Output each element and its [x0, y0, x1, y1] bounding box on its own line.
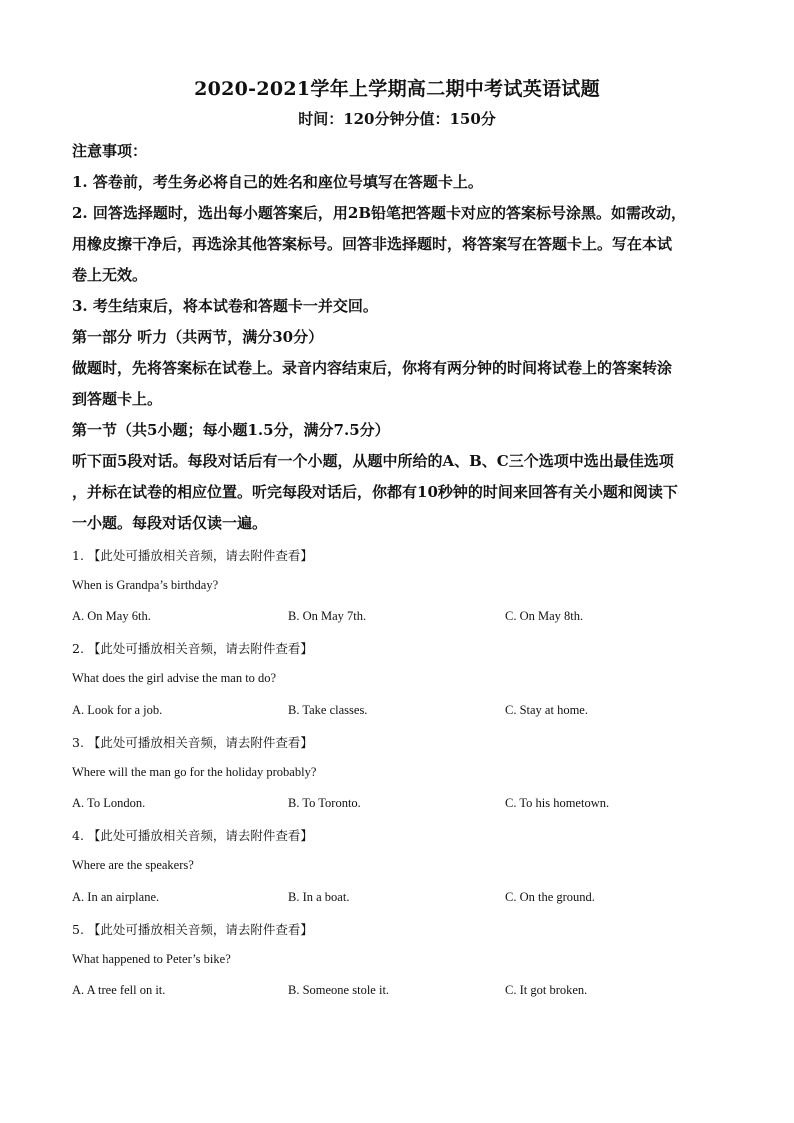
part1-heading: 第一部分 听力（共两节，满分30分） [72, 328, 324, 346]
instructions-block [72, 136, 724, 539]
question-2-option-a[interactable]: A. Look for a job. [72, 703, 163, 717]
exam-time-score: 时间：120分钟分值：150分 [298, 110, 496, 128]
section1-intro-line-2: ，并标在试卷的相应位置。听完每段对话后，你都有10秒钟的时间来回答有关小题和阅读下 [72, 483, 678, 501]
question-3-option-b[interactable]: B. To Toronto. [288, 796, 361, 810]
question-2-audio-note: 2. 【此处可播放相关音频，请去附件查看】 [72, 641, 313, 656]
question-1-stem: When is Grandpa’s birthday? [72, 578, 219, 592]
question-5-stem: What happened to Peter’s bike? [72, 952, 231, 966]
section1-intro-line-3: 一小题。每段对话仅读一遍。 [72, 514, 268, 532]
question-3-option-c[interactable]: C. To his hometown. [505, 796, 610, 810]
question-2-option-b[interactable]: B. Take classes. [288, 703, 368, 717]
question-1-audio-note: 1. 【此处可播放相关音频，请去附件查看】 [72, 548, 313, 563]
note-item-2-line-1: 2. 回答选择题时，选出每小题答案后，用2B铅笔把答题卡对应的答案标号涂黑。如需改动， [72, 204, 687, 222]
question-4-stem: Where are the speakers? [72, 858, 194, 872]
question-4-option-b[interactable]: B. In a boat. [288, 890, 350, 904]
page-title: 2020-2021学年上学期高二期中考试英语试题 [194, 78, 600, 100]
part1-intro-line-2: 到答题卡上。 [72, 390, 163, 408]
notes-heading: 注意事项： [72, 142, 148, 160]
question-5-audio-note: 5. 【此处可播放相关音频，请去附件查看】 [72, 922, 313, 937]
question-1-option-c[interactable]: C. On May 8th. [505, 609, 584, 623]
section1-heading: 第一节（共5小题；每小题1.5分，满分7.5分） [72, 421, 390, 439]
question-2-option-c[interactable]: C. Stay at home. [505, 703, 588, 717]
question-3-option-a[interactable]: A. To London. [72, 796, 146, 810]
question-1-option-a[interactable]: A. On May 6th. [72, 609, 151, 623]
note-item-2-line-2: 用橡皮擦干净后，再选涂其他答案标号。回答非选择题时，将答案写在答题卡上。写在本试 [72, 235, 673, 253]
question-4-audio-note: 4. 【此处可播放相关音频，请去附件查看】 [72, 828, 313, 843]
question-2-stem: What does the girl advise the man to do? [72, 671, 277, 685]
question-1-option-b[interactable]: B. On May 7th. [288, 609, 367, 623]
note-item-3: 3. 考生结束后，将本试卷和答题卡一并交回。 [72, 297, 378, 315]
note-item-2-line-3: 卷上无效。 [72, 266, 148, 284]
part1-intro-line-1: 做题时，先将答案标在试卷上。录音内容结束后，你将有两分钟的时间将试卷上的答案转涂 [72, 359, 673, 377]
question-5-option-b[interactable]: B. Someone stole it. [288, 983, 390, 997]
question-4-option-a[interactable]: A. In an airplane. [72, 890, 160, 904]
note-item-1: 1. 答卷前，考生务必将自己的姓名和座位号填写在答题卡上。 [72, 173, 483, 191]
question-4-option-c[interactable]: C. On the ground. [505, 890, 595, 904]
question-5-option-a[interactable]: A. A tree fell on it. [72, 983, 166, 997]
question-3-audio-note: 3. 【此处可播放相关音频，请去附件查看】 [72, 735, 313, 750]
question-5-option-c[interactable]: C. It got broken. [505, 983, 588, 997]
section1-intro-line-1: 听下面5段对话。每段对话后有一个小题，从题中所给的A、B、C三个选项中选出最佳选项 [72, 452, 674, 470]
question-3-stem: Where will the man go for the holiday probably? [72, 765, 317, 779]
